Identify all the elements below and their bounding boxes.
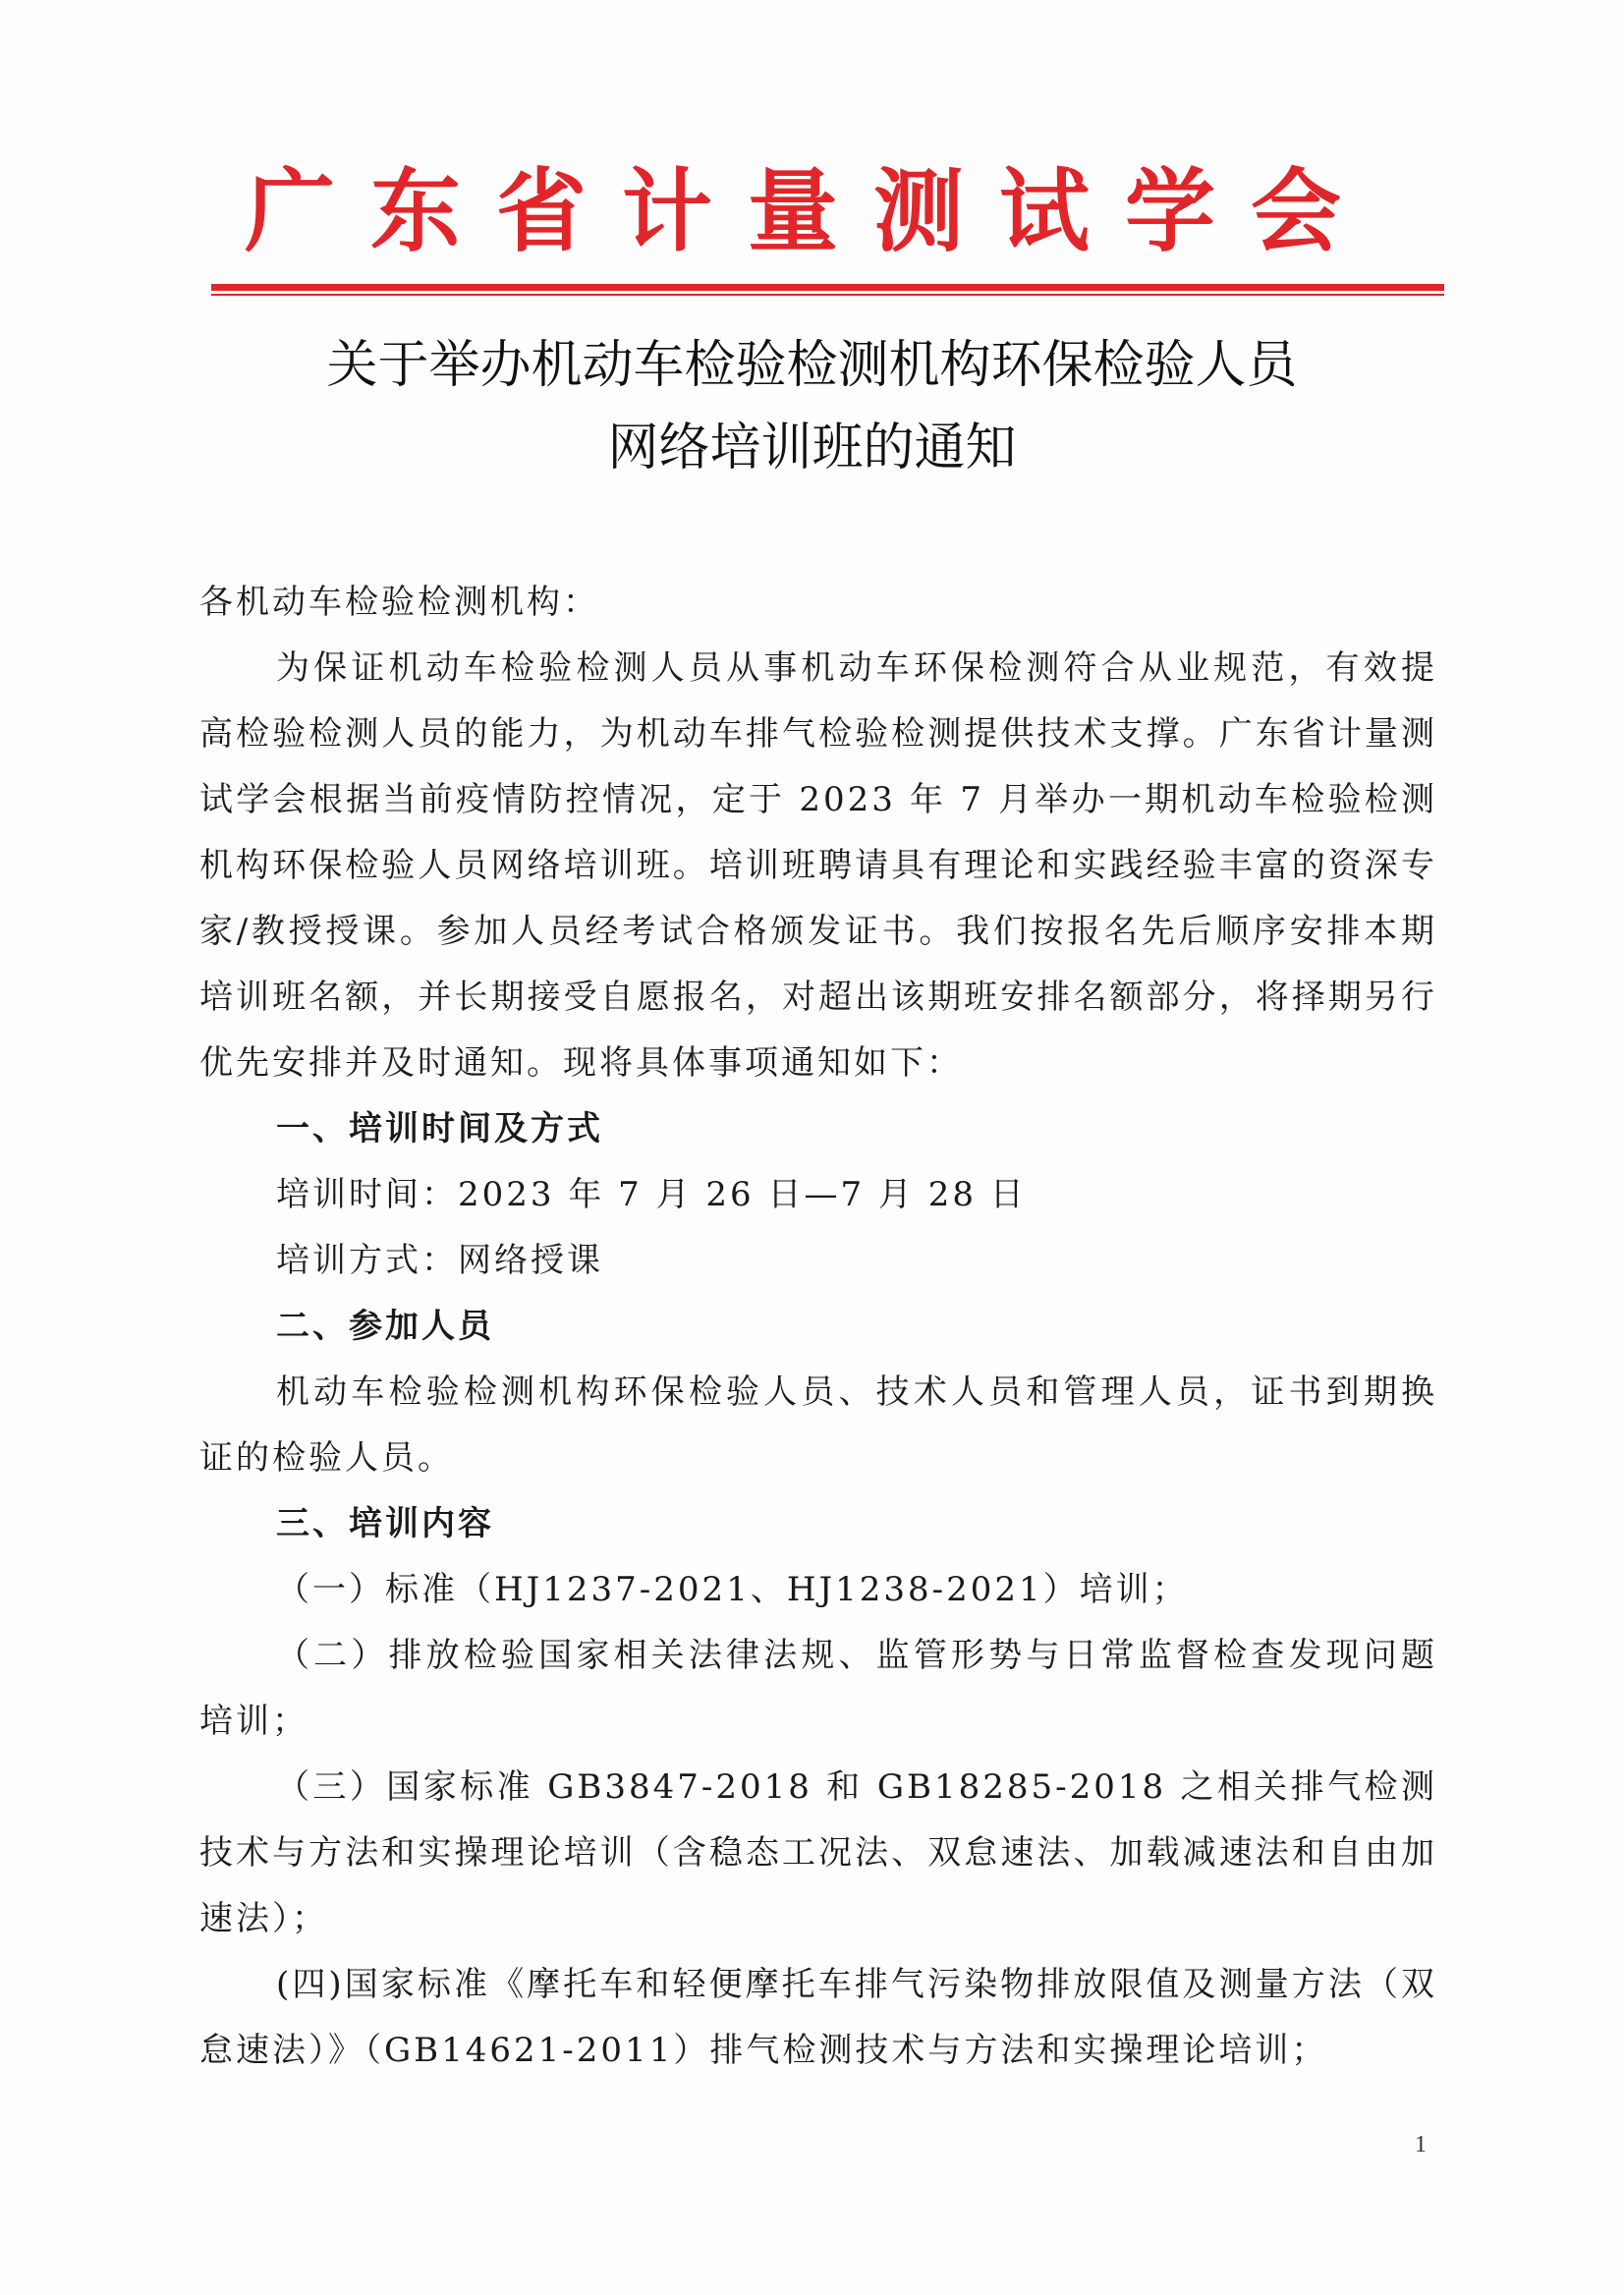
content-item-4: (四)国家标准《摩托车和轻便摩托车排气污染物排放限值及测量方法（双怠速法）》（GB14621-2011）排气检测技术与方法和实操理论培训； xyxy=(199,1965,1437,2070)
content-item-3: （三）国家标准 GB3847-2018 和 GB18285-2018 之相关排气检测技术与方法和实操理论培训（含稳态工况法、双怠速法、加载减速法和自由加速法）； xyxy=(199,1767,1437,1938)
section-1-heading: 一、培训时间及方式 xyxy=(276,1109,603,1148)
content-item-2: （二）排放检验国家相关法律法规、监管形势与日常监督检查发现问题培训； xyxy=(199,1636,1437,1741)
participants-paragraph: 机动车检验检测机构环保检验人员、技术人员和管理人员，证书到期换证的检验人员。 xyxy=(199,1372,1437,1478)
page-number: 1 xyxy=(1415,2132,1427,2157)
letterhead-red-rule xyxy=(211,284,1444,291)
document-title xyxy=(147,324,1477,489)
document-title-line-2: 网络培训班的通知 xyxy=(607,419,1017,477)
section-3-heading: 三、培训内容 xyxy=(276,1504,494,1543)
section-2-heading: 二、参加人员 xyxy=(276,1307,494,1346)
training-mode: 培训方式：网络授课 xyxy=(276,1241,603,1280)
training-time: 培训时间：2023 年 7 月 26 日—7 月 28 日 xyxy=(276,1175,1027,1214)
content-item-1: （一）标准（HJ1237-2021、HJ1238-2021）培训； xyxy=(276,1570,1189,1609)
intro-paragraph: 为保证机动车检验检测人员从事机动车环保检测符合从业规范，有效提高检验检测人员的能力，为机动车排气检验检测提供技术支撑。广东省计量测试学会根据当前疫情防控情况，定于 2023 年 7 月举办一期机动车检验检测机构环保检验人员网络培训班。培训班聘请具有理论和实践经验丰富的资深专家/教授授课。参加人员经考试合格颁发证书。我们按报名先后顺序安排本期培训班名额，并长期接受自愿报名，对超出该期班安排名额部分，将择期另行优先安排并及时通知。现将具体事项通知如下： xyxy=(199,648,1437,1083)
letterhead-org-name: 广东省计量测试学会 xyxy=(244,158,1376,264)
salutation: 各机动车检验检测机构： xyxy=(199,583,599,622)
document-body xyxy=(199,570,1437,2084)
letterhead-red-rule-thin xyxy=(211,294,1444,296)
document-title-line-1: 关于举办机动车检验检测机构环保检验人员 xyxy=(326,336,1298,395)
